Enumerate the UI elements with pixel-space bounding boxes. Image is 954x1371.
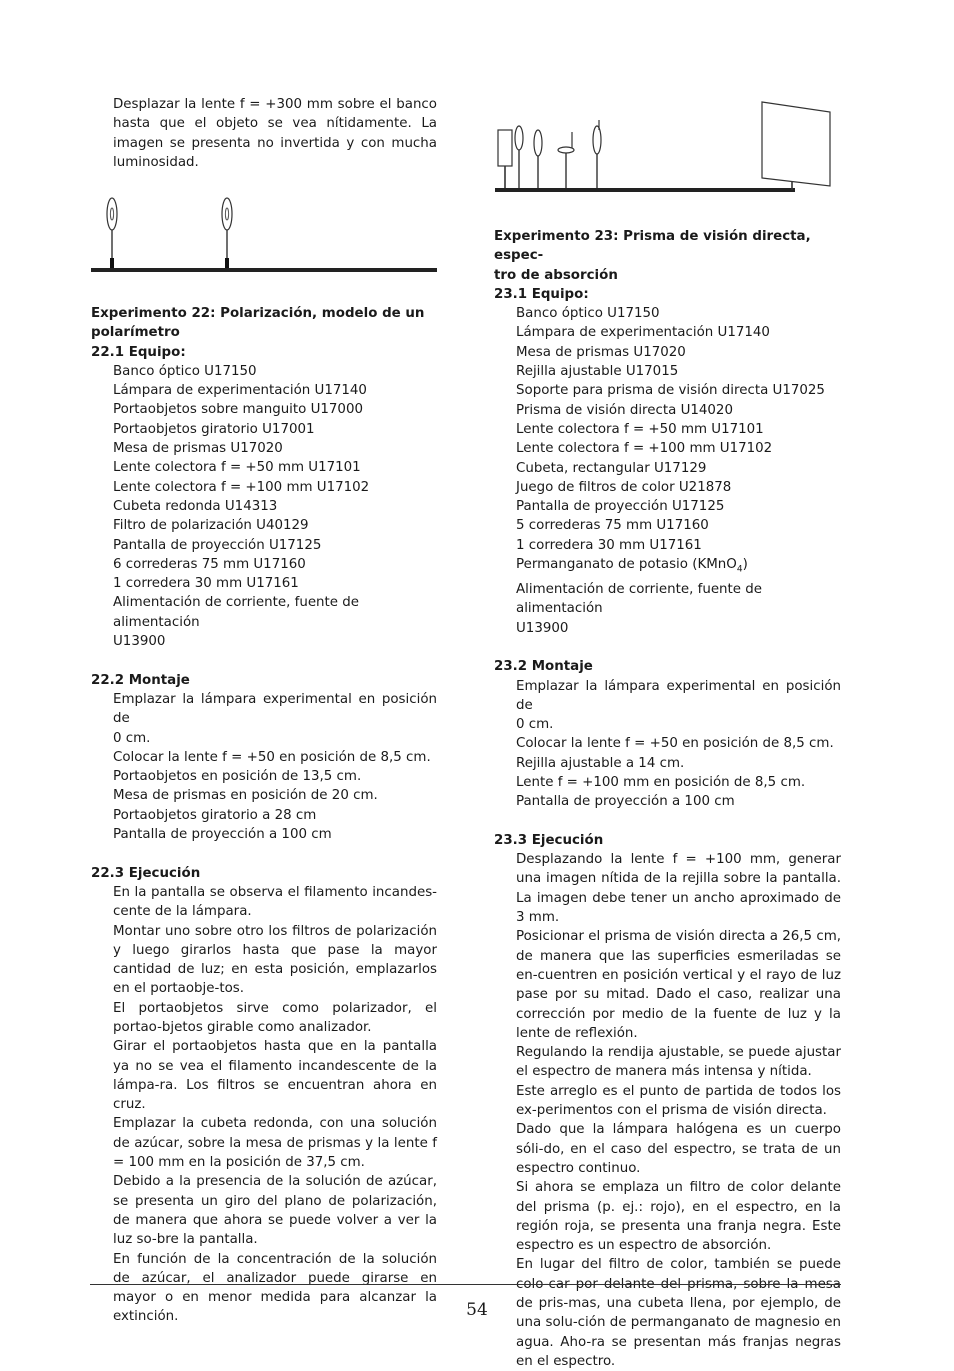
exp23-title-cont: tro de absorción xyxy=(494,267,618,283)
paragraph: Dado que la lámpara halógena es un cuerpo sóli-do, en el caso del espectro, se trata de un espectro continuo. xyxy=(516,1122,841,1176)
list-item: Lente f = +100 mm en posición de 8,5 cm. xyxy=(516,774,806,790)
paragraph: Regulando la rendija ajustable, se puede ajustar el espectro de manera más intensa y nítida. xyxy=(516,1045,841,1080)
equipo-list xyxy=(91,362,437,651)
list-item: Pantalla de proyección U17125 xyxy=(113,537,322,553)
list-item: 5 correderas 75 mm U17160 xyxy=(516,518,709,534)
experiment-22 xyxy=(91,304,437,1327)
list-item: Portaobjetos sobre manguito U17000 xyxy=(113,402,363,418)
list-item: Emplazar la lámpara experimental en posición de xyxy=(113,691,437,727)
kmno4-label: Permanganato de potasio (KMnO xyxy=(516,557,737,573)
list-item: Portaobjetos giratorio U17001 xyxy=(113,421,315,437)
left-intro xyxy=(91,95,437,172)
lamp-housing-icon xyxy=(498,130,512,188)
list-item: Prisma de visión directa U14020 xyxy=(516,402,733,418)
intro-paragraph: Desplazar la lente f = +300 mm sobre el banco hasta que el objeto se vea nítidamente. La imagen se presenta no invertida y con mucha luminosidad. xyxy=(113,97,437,170)
bench-diagram-left xyxy=(88,190,440,280)
equipo-heading: 23.1 Equipo: xyxy=(494,286,589,302)
montaje-list xyxy=(91,690,437,844)
montaje-heading: 22.2 Montaje xyxy=(91,672,190,688)
list-item: Lente colectora f = +100 mm U17102 xyxy=(113,479,370,495)
lens-holder-icon xyxy=(515,126,523,188)
paragraph: Desplazando la lente f = +100 mm, generar una imagen nítida de la rejilla sobre la pantalla. La imagen debe tener un ancho aproximado de 3 mm. xyxy=(516,852,841,926)
lens-holder-icon xyxy=(593,120,601,188)
optical-bench-rail xyxy=(91,268,437,272)
list-item: Soporte para prisma de visión directa U17025 xyxy=(516,383,825,399)
equipo-list xyxy=(494,304,841,638)
list-item: Lente colectora f = +100 mm U17102 xyxy=(516,441,773,457)
list-item: Lámpara de experimentación U17140 xyxy=(516,325,770,341)
list-item: Lámpara de experimentación U17140 xyxy=(113,383,367,399)
slit-holder-icon xyxy=(534,130,542,188)
paragraph: En función de la concentración de la solución de azúcar, el analizador puede girarse en mayor o en menor medida para alcanzar la extinción. xyxy=(113,1251,437,1325)
list-item: Colocar la lente f = +50 en posición de 8,5 cm. xyxy=(516,736,834,752)
list-item: Pantalla de proyección U17125 xyxy=(516,499,725,515)
list-item: Juego de filtros de color U21878 xyxy=(516,479,732,495)
kmno4-close: ) xyxy=(742,557,748,573)
list-item: Emplazar la lámpara experimental en posición de xyxy=(516,678,841,713)
list-item: U13900 xyxy=(113,634,166,650)
list-item: 1 corredera 30 mm U17161 xyxy=(113,576,299,592)
list-item: Rejilla ajustable U17015 xyxy=(516,364,679,380)
experiment-23 xyxy=(494,227,841,1371)
list-item: U13900 xyxy=(516,620,569,636)
ejecucion-text xyxy=(91,883,437,1327)
list-item: Banco óptico U17150 xyxy=(516,306,660,322)
list-item: Banco óptico U17150 xyxy=(113,363,257,379)
exp22-title: Experimento 22: Polarización, modelo de un xyxy=(91,306,425,321)
montaje-list xyxy=(494,677,841,812)
bench-diagram-right xyxy=(492,98,842,198)
ejecucion-text xyxy=(494,850,841,1371)
paragraph: Emplazar la cubeta redonda, con una solución de azúcar, sobre la mesa de prismas y la lente f = 100 mm en la posición de 37,5 cm. xyxy=(113,1116,437,1171)
list-item: 1 corredera 30 mm U17161 xyxy=(516,537,702,553)
optical-bench-rail xyxy=(495,188,795,192)
list-item: Pantalla de proyección a 100 cm xyxy=(516,794,735,810)
list-item: Mesa de prismas U17020 xyxy=(516,344,686,360)
ejecucion-heading: 23.3 Ejecución xyxy=(494,832,604,848)
paragraph: En lugar del filtro de color, también se puede colo-car por delante del prisma, sobre la mesa de pris-mas, una cubeta llena, por ejemplo, de una solu-ción de permanganato de magnesio en agua. Aho-ra se presentan más franjas negras en el espectro. xyxy=(516,1257,841,1369)
list-item: Alimentación de corriente, fuente de alimentación xyxy=(113,595,360,630)
exp23-title: Experimento 23: Prisma de visión directa, espec- xyxy=(494,229,811,264)
paragraph: Si ahora se emplaza un filtro de color delante del prisma (p. ej.: rojo), en el espectro, en la región roja, se presenta una franja negra. Este espectro es un espectro de absorción. xyxy=(516,1180,841,1254)
list-item: Alimentación de corriente, fuente de alimentación xyxy=(516,582,763,617)
footer-divider xyxy=(90,1284,841,1285)
paragraph: Girar el portaobjetos hasta que en la pantalla ya no se vea el filamento incandescente de la lámpa-ra. Los filtros se encuentran ahora en cruz. xyxy=(113,1039,437,1113)
list-item: Portaobjetos giratorio a 28 cm xyxy=(113,807,317,823)
paragraph: Debido a la presencia de la solución de azúcar, se presenta un giro del plano de polarización, de manera que ahora se puede volver a ver la luz so-bre la pantalla. xyxy=(113,1174,437,1248)
list-item: Rejilla ajustable a 14 cm. xyxy=(516,755,685,771)
list-item: Filtro de polarización U40129 xyxy=(113,518,309,534)
paragraph: El portaobjetos sirve como polarizador, el portao-bjetos girable como analizador. xyxy=(113,1000,437,1035)
paragraph: Este arreglo es el punto de partida de todos los ex-perimentos con el prisma de visión directa. xyxy=(516,1083,841,1119)
paragraph: Posicionar el prisma de visión directa a 26,5 cm, de manera que las superficies esmeriladas se en-cuentren en posición vertical y el rayo de luz pase por su mitad. Dado el caso, realizar una corrección por medio de la fuente de luz y la lente de reflexión. xyxy=(516,929,841,1041)
paragraph: En la pantalla se observa el filamento incandes-cente de la lámpara. xyxy=(113,884,437,920)
lens-holder-icon xyxy=(222,198,232,268)
prism-table-icon xyxy=(558,132,574,188)
paragraph: Montar uno sobre otro los filtros de polarización y luego girarlos hasta que pase la mayor cantidad de luz; en esta posición, emplazarlos en el portaobje-tos. xyxy=(113,923,437,997)
page-number: 54 xyxy=(466,1300,488,1320)
list-item: Pantalla de proyección a 100 cm xyxy=(113,827,332,843)
list-item: Portaobjetos en posición de 13,5 cm. xyxy=(113,769,362,785)
kmno4-subscript: 4 xyxy=(736,564,743,575)
list-item: Lente colectora f = +50 mm U17101 xyxy=(113,460,361,476)
list-item: Mesa de prismas U17020 xyxy=(113,441,283,457)
projection-screen-icon xyxy=(762,102,830,190)
montaje-heading: 23.2 Montaje xyxy=(494,659,593,675)
list-item: 0 cm. xyxy=(516,717,554,733)
list-item: Colocar la lente f = +50 en posición de 8,5 cm. xyxy=(113,749,431,765)
lens-holder-icon xyxy=(107,198,117,268)
equipo-heading: 22.1 Equipo: xyxy=(91,344,186,360)
list-item: Cubeta redonda U14313 xyxy=(113,498,278,514)
list-item: Mesa de prismas en posición de 20 cm. xyxy=(113,788,378,804)
list-item-kmno4 xyxy=(516,555,841,580)
list-item: Cubeta, rectangular U17129 xyxy=(516,460,707,476)
exp22-title-cont: polarímetro xyxy=(91,325,180,341)
list-item: Lente colectora f = +50 mm U17101 xyxy=(516,421,764,437)
ejecucion-heading: 22.3 Ejecución xyxy=(91,865,201,881)
list-item: 0 cm. xyxy=(113,730,151,746)
list-item: 6 correderas 75 mm U17160 xyxy=(113,556,306,572)
